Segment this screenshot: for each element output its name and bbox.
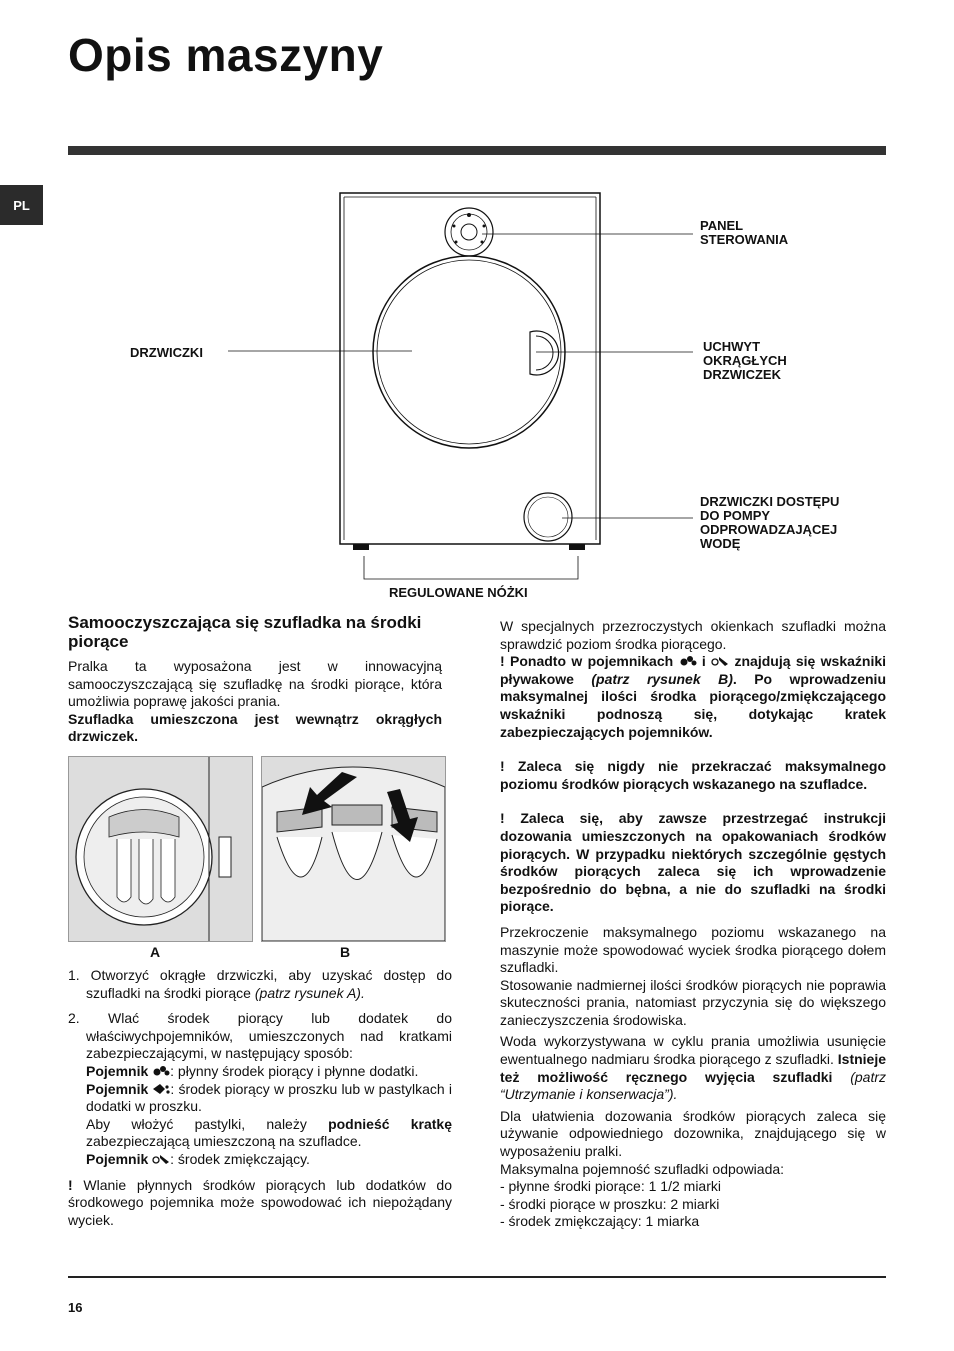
figure-b-label: B bbox=[340, 944, 351, 960]
title-divider bbox=[68, 146, 886, 155]
float-indicators-illustration bbox=[262, 757, 445, 941]
compartment-3: Pojemnik : środek zmiękczający. bbox=[86, 1150, 310, 1167]
page-title: Opis maszyny bbox=[68, 29, 384, 81]
instructions bbox=[68, 967, 452, 1229]
max-level-note: ! Zaleca się nigdy nie przekraczać maksymalnego poziomu środków piorących wskazanego na szufladce. bbox=[500, 758, 886, 792]
dosage-note: ! Zaleca się, aby zawsze przestrzegać instrukcji dozowania umieszczonych na opakowaniach środków piorących. W przypadku niektórych szczególnie gęstych środków piorących zaleca się ich wprowadzenie bezpośrednio do bębna, a nie do szufladki na środki piorące. bbox=[500, 810, 886, 915]
label-pump-door: DRZWICZKI DOSTĘPU DO POMPY ODPROWADZAJĄCEJ WODĘ bbox=[700, 494, 840, 551]
drawer-open-illustration bbox=[69, 757, 252, 941]
section-title: Samooczyszczająca się szufladka na środki piorące bbox=[68, 613, 422, 651]
intro-bold-text: Szufladka umieszczona jest wewnątrz okrągłych drzwiczek. bbox=[68, 710, 442, 745]
softener-icon bbox=[711, 655, 729, 667]
list-item: - płynne środki piorące: 1 1/2 miarki bbox=[500, 1178, 721, 1195]
softener-icon bbox=[152, 1153, 170, 1165]
intro-paragraph bbox=[68, 658, 442, 746]
control-panel-knob bbox=[445, 208, 493, 256]
window-paragraph: W specjalnych przezroczystych okienkach szufladki można sprawdzić poziom środka piorącego. bbox=[500, 618, 886, 652]
list-item: - środki piorące w proszku: 2 miarki bbox=[500, 1195, 720, 1212]
dispenser-paragraph: Dla ułatwienia dozowania środków piorących zaleca się używanie odpowiedniego dozownika, znajdującego się w wyposażeniu pralki. bbox=[500, 1107, 886, 1160]
label-door: DRZWICZKI bbox=[130, 345, 203, 360]
removal-paragraph: Woda wykorzystywana w cyklu prania umożliwia usunięcie ewentualnego nadmiaru środka piorącego z szufladki. Istnieje też możliwość ręcznego wyjęcia szufladki (patrz “Utrzymanie i konserwacja”). bbox=[500, 1033, 887, 1103]
step-1: 1. Otworzyć okrągłe drzwiczki, aby uzyskać dostęp do szufladki na środki piorące (patrz rysunek A). bbox=[68, 967, 452, 1001]
tablet-instruction: Aby włożyć pastylki, należy podnieść kratkę zabezpieczającą umieszczoną na szufladce. bbox=[86, 1115, 452, 1150]
step-2: 2. Wlać środek piorący lub dodatek do właściwychpojemników, umieszczonych nad kratkami zabezpieczającymi, w następujący sposób: bbox=[68, 1010, 452, 1062]
capacity-list bbox=[500, 1178, 886, 1231]
compartment-1: Pojemnik : płynny środek piorący i płynne dodatki. bbox=[86, 1062, 419, 1079]
overflow-paragraph: Przekroczenie maksymalnego poziomu wskazanego na maszynie może spowodować wyciek środka piorącego dołem szufladki. bbox=[500, 923, 886, 976]
page-number: 16 bbox=[68, 1300, 83, 1315]
figure-b bbox=[261, 756, 446, 942]
intro-text: Pralka ta wyposażona jest w innowacyjną samooczyszczającą się szufladkę na środki piorące, która umożliwia poprawę jakości prania. bbox=[68, 658, 442, 710]
capacity-heading: Maksymalna pojemność szufladki odpowiada: bbox=[500, 1160, 785, 1177]
foot-left bbox=[353, 544, 369, 550]
excess-paragraph: Stosowanie nadmiernej ilości środków piorących nie poprawia skuteczności prania, natomiast przyczynia się do większego zanieczyszczenia środowiska. bbox=[500, 976, 886, 1028]
figure-a-label: A bbox=[150, 944, 161, 960]
compartment-2: Pojemnik : środek piorący w proszku lub w pastylkach i dodatki w proszku. bbox=[86, 1080, 452, 1115]
pump-door bbox=[524, 493, 572, 541]
list-item: - środek zmiękczający: 1 miarka bbox=[500, 1213, 700, 1230]
warning-note: ! Wlanie płynnych środków piorących lub dodatków do środkowego pojemnika może spowodować ich niepożądany wyciek. bbox=[68, 1176, 452, 1228]
figure-a bbox=[68, 756, 253, 942]
liquid-detergent-icon bbox=[679, 655, 697, 667]
foot-right bbox=[569, 544, 585, 550]
liquid-detergent-icon bbox=[152, 1065, 170, 1077]
float-indicator-note: ! Ponadto w pojemnikach i znajdują się wskaźniki pływakowe (patrz rysunek B). Po wprowadzeniu maksymalnej ilości środka piorącego/zmiękczającego wskaźniki podnoszą się, dotykając kratek zabezpieczających pojemników. bbox=[500, 653, 887, 740]
footer-divider bbox=[68, 1276, 886, 1278]
right-column bbox=[500, 618, 886, 1231]
label-control-panel: PANEL STEROWANIA bbox=[700, 218, 789, 247]
language-tab: PL bbox=[0, 185, 43, 225]
powder-detergent-icon bbox=[152, 1083, 170, 1095]
label-door-handle: UCHWYT OKRĄGŁYCH DRZWICZEK bbox=[703, 339, 787, 382]
label-adjustable-feet: REGULOWANE NÓŻKI bbox=[389, 585, 528, 600]
compartment-list bbox=[68, 1063, 452, 1169]
